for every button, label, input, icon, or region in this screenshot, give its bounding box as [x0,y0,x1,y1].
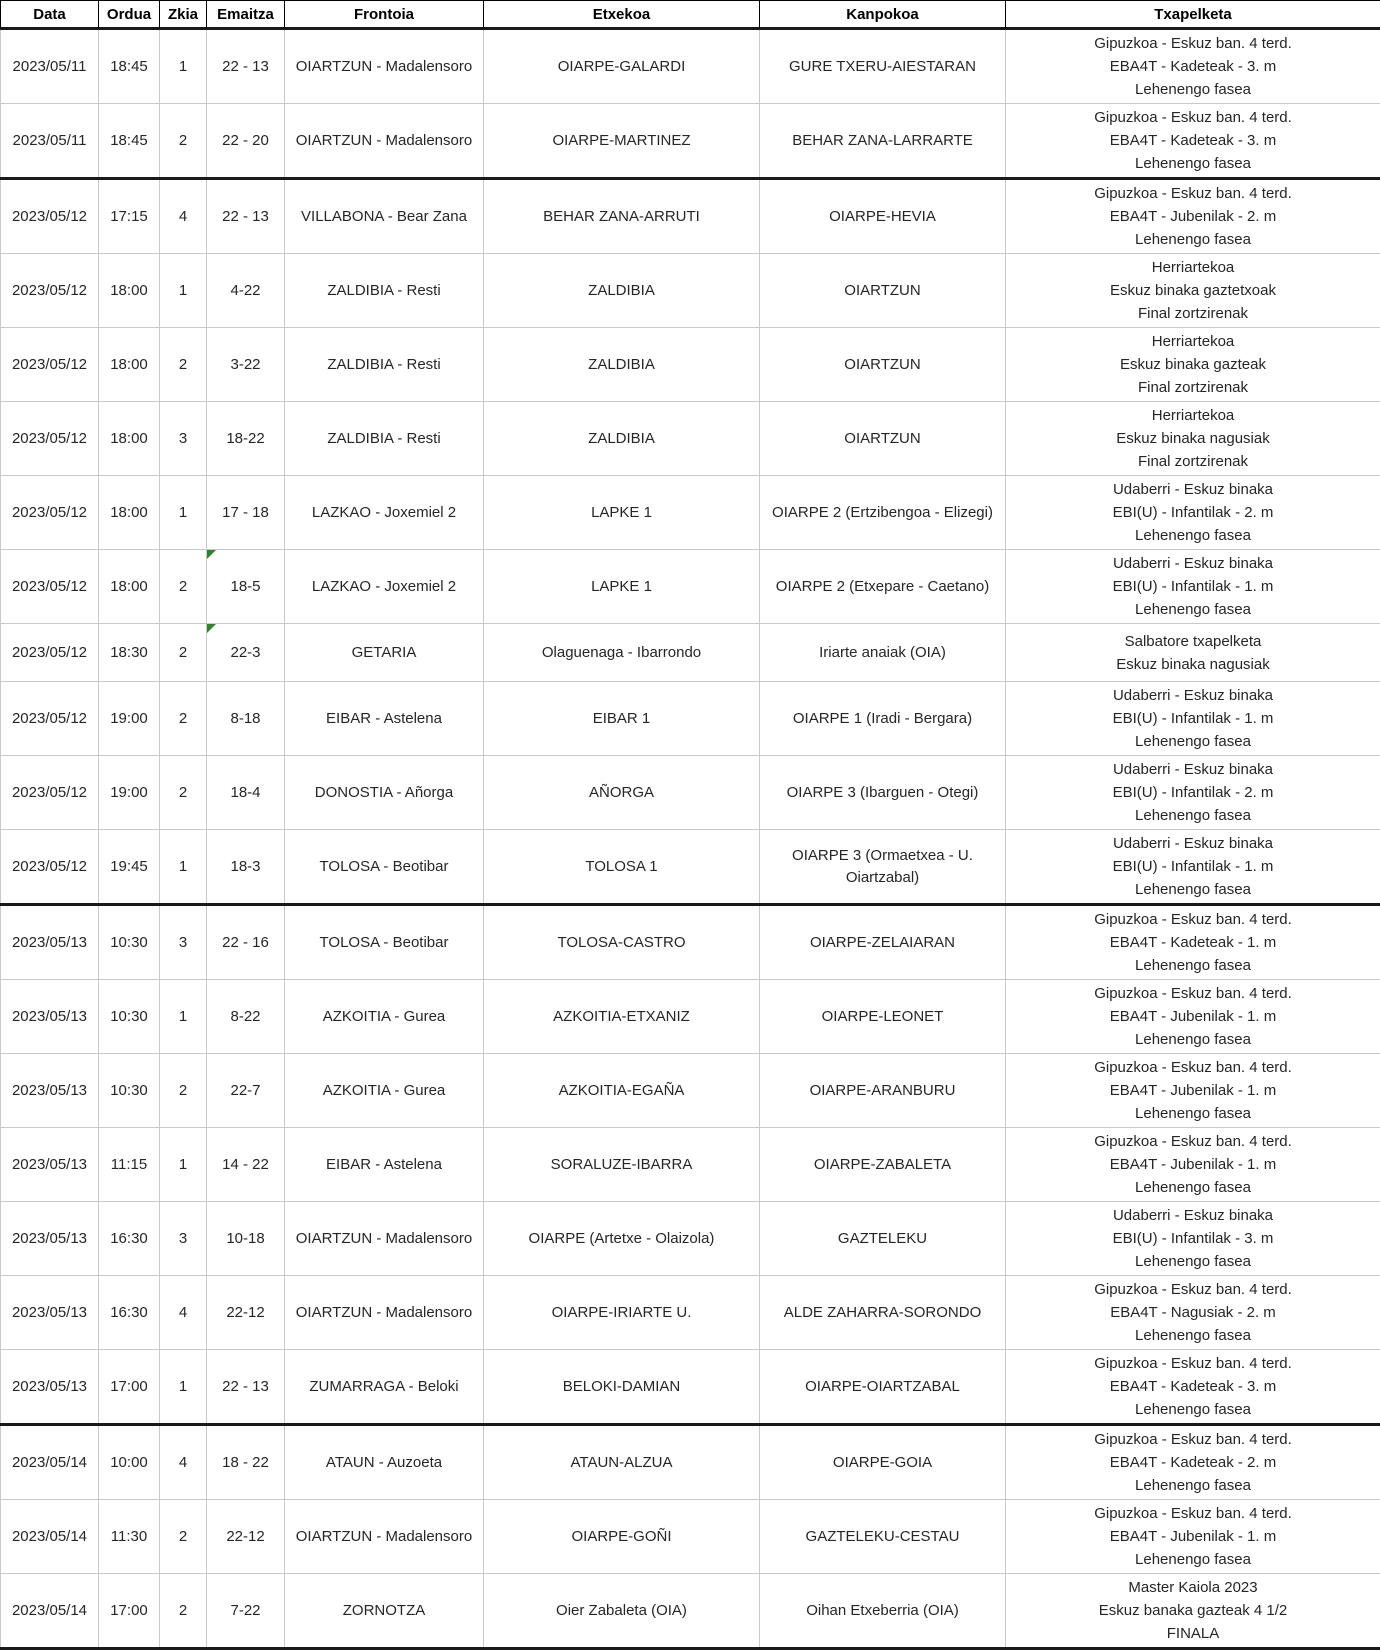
cell-txapelketa[interactable] [1006,1350,1380,1425]
column-header-kanpokoa[interactable]: Kanpokoa [760,1,1006,29]
cell-frontoia[interactable]: ZORNOTZA [285,1574,484,1649]
cell-etxekoa[interactable]: AÑORGA [484,756,760,830]
header-row [1,1,1380,29]
cell-etxekoa[interactable]: AZKOITIA-EGAÑA [484,1054,760,1128]
txapelketa-line: Udaberri - Eskuz binaka [1010,758,1376,781]
cell-txapelketa[interactable] [1006,624,1380,682]
txapelketa-line: Gipuzkoa - Eskuz ban. 4 terd. [1010,982,1376,1005]
cell-zkia[interactable]: 2 [160,328,207,402]
txapelketa-line: Lehenengo fasea [1010,1028,1376,1051]
comment-indicator-icon [207,550,216,559]
cell-frontoia[interactable]: TOLOSA - Beotibar [285,830,484,905]
cell-emaitza[interactable]: 22 - 13 [207,179,285,254]
cell-zkia[interactable]: 1 [160,980,207,1054]
cell-frontoia[interactable]: OIARTZUN - Madalensoro [285,1500,484,1574]
cell-data[interactable]: 2023/05/12 [1,179,99,254]
cell-emaitza[interactable]: 22-12 [207,1500,285,1574]
cell-txapelketa[interactable] [1006,254,1380,328]
cell-ordua[interactable]: 10:00 [99,1425,160,1500]
cell-etxekoa[interactable]: OIARPE (Artetxe - Olaizola) [484,1202,760,1276]
cell-frontoia[interactable]: EIBAR - Astelena [285,682,484,756]
column-header-zkia[interactable]: Zkia [160,1,207,29]
cell-emaitza[interactable]: 22 - 13 [207,1350,285,1425]
cell-etxekoa[interactable]: EIBAR 1 [484,682,760,756]
cell-zkia[interactable]: 2 [160,756,207,830]
cell-txapelketa[interactable] [1006,905,1380,980]
cell-frontoia[interactable]: ZALDIBIA - Resti [285,328,484,402]
cell-etxekoa[interactable]: OIARPE-IRIARTE U. [484,1276,760,1350]
txapelketa-line: Lehenengo fasea [1010,524,1376,547]
txapelketa-line: Lehenengo fasea [1010,1548,1376,1571]
cell-ordua[interactable]: 18:00 [99,476,160,550]
cell-kanpokoa[interactable]: Iriarte anaiak (OIA) [760,624,1006,682]
cell-kanpokoa[interactable]: Oihan Etxeberria (OIA) [760,1574,1006,1649]
cell-zkia[interactable]: 3 [160,402,207,476]
txapelketa-line: Final zortzirenak [1010,376,1376,399]
cell-kanpokoa[interactable]: ALDE ZAHARRA-SORONDO [760,1276,1006,1350]
txapelketa-line: EBA4T - Nagusiak - 2. m [1010,1301,1376,1324]
cell-etxekoa[interactable]: TOLOSA 1 [484,830,760,905]
txapelketa-line: Udaberri - Eskuz binaka [1010,684,1376,707]
cell-zkia[interactable]: 2 [160,682,207,756]
cell-emaitza[interactable]: 18-5 [207,550,285,624]
txapelketa-line: Eskuz binaka nagusiak [1010,653,1376,676]
table-row [1,756,1380,830]
txapelketa-line: Final zortzirenak [1010,450,1376,473]
txapelketa-line: Udaberri - Eskuz binaka [1010,552,1376,575]
cell-kanpokoa[interactable]: OIARPE 3 (Ormaetxea - U. Oiartzabal) [760,830,1006,905]
txapelketa-line: Lehenengo fasea [1010,954,1376,977]
cell-frontoia[interactable]: AZKOITIA - Gurea [285,980,484,1054]
txapelketa-line: EBA4T - Kadeteak - 3. m [1010,129,1376,152]
cell-txapelketa[interactable] [1006,550,1380,624]
cell-ordua[interactable]: 17:00 [99,1350,160,1425]
cell-data[interactable]: 2023/05/12 [1,328,99,402]
column-header-ordua[interactable]: Ordua [99,1,160,29]
cell-etxekoa[interactable]: ZALDIBIA [484,254,760,328]
cell-emaitza[interactable]: 18 - 22 [207,1425,285,1500]
cell-zkia[interactable]: 2 [160,550,207,624]
cell-ordua[interactable]: 10:30 [99,1054,160,1128]
cell-emaitza[interactable]: 18-22 [207,402,285,476]
cell-frontoia[interactable]: LAZKAO - Joxemiel 2 [285,550,484,624]
cell-frontoia[interactable]: OIARTZUN - Madalensoro [285,1276,484,1350]
txapelketa-line: EBI(U) - Infantilak - 2. m [1010,781,1376,804]
cell-ordua[interactable]: 18:30 [99,624,160,682]
cell-ordua[interactable]: 17:00 [99,1574,160,1649]
column-header-emaitza[interactable]: Emaitza [207,1,285,29]
txapelketa-line: Lehenengo fasea [1010,78,1376,101]
column-header-etxekoa[interactable]: Etxekoa [484,1,760,29]
cell-data[interactable]: 2023/05/11 [1,104,99,179]
txapelketa-line: Lehenengo fasea [1010,1474,1376,1497]
cell-kanpokoa[interactable]: GAZTELEKU [760,1202,1006,1276]
cell-etxekoa[interactable]: OIARPE-GALARDI [484,29,760,104]
cell-frontoia[interactable]: OIARTZUN - Madalensoro [285,1202,484,1276]
cell-zkia[interactable]: 2 [160,1054,207,1128]
txapelketa-line: Lehenengo fasea [1010,228,1376,251]
cell-ordua[interactable]: 18:00 [99,254,160,328]
txapelketa-line: EBA4T - Kadeteak - 1. m [1010,931,1376,954]
txapelketa-line: EBA4T - Jubenilak - 1. m [1010,1079,1376,1102]
cell-zkia[interactable]: 2 [160,104,207,179]
txapelketa-line: Lehenengo fasea [1010,598,1376,621]
txapelketa-line: Eskuz binaka gaztetxoak [1010,279,1376,302]
cell-data[interactable]: 2023/05/13 [1,1128,99,1202]
txapelketa-line: EBA4T - Jubenilak - 1. m [1010,1005,1376,1028]
cell-emaitza[interactable]: 10-18 [207,1202,285,1276]
cell-ordua[interactable]: 11:15 [99,1128,160,1202]
cell-etxekoa[interactable]: ZALDIBIA [484,328,760,402]
txapelketa-line: Lehenengo fasea [1010,152,1376,175]
txapelketa-line: Lehenengo fasea [1010,1324,1376,1347]
cell-emaitza[interactable]: 14 - 22 [207,1128,285,1202]
cell-emaitza[interactable]: 17 - 18 [207,476,285,550]
comment-indicator-icon [207,624,216,633]
table-row [1,1350,1380,1425]
table-row [1,1500,1380,1574]
cell-zkia[interactable]: 2 [160,1574,207,1649]
cell-frontoia[interactable]: ZUMARRAGA - Beloki [285,1350,484,1425]
cell-emaitza[interactable]: 22 - 20 [207,104,285,179]
cell-zkia[interactable]: 1 [160,254,207,328]
txapelketa-line: Lehenengo fasea [1010,1176,1376,1199]
cell-ordua[interactable]: 11:30 [99,1500,160,1574]
txapelketa-line: Udaberri - Eskuz binaka [1010,832,1376,855]
table-row [1,1425,1380,1500]
cell-kanpokoa[interactable]: OIARTZUN [760,328,1006,402]
cell-ordua[interactable]: 18:00 [99,402,160,476]
table-row [1,104,1380,179]
cell-frontoia[interactable]: TOLOSA - Beotibar [285,905,484,980]
txapelketa-line: EBA4T - Kadeteak - 3. m [1010,1375,1376,1398]
cell-ordua[interactable]: 10:30 [99,980,160,1054]
cell-data[interactable]: 2023/05/12 [1,550,99,624]
cell-frontoia[interactable]: EIBAR - Astelena [285,1128,484,1202]
cell-zkia[interactable]: 4 [160,179,207,254]
txapelketa-line: EBA4T - Kadeteak - 3. m [1010,55,1376,78]
cell-etxekoa[interactable]: OIARPE-GOÑI [484,1500,760,1574]
cell-etxekoa[interactable]: BEHAR ZANA-ARRUTI [484,179,760,254]
txapelketa-line: Lehenengo fasea [1010,730,1376,753]
cell-txapelketa[interactable] [1006,328,1380,402]
txapelketa-line: Salbatore txapelketa [1010,630,1376,653]
cell-ordua[interactable]: 18:45 [99,104,160,179]
cell-etxekoa[interactable]: BELOKI-DAMIAN [484,1350,760,1425]
cell-emaitza[interactable]: 18-4 [207,756,285,830]
column-header-txapelketa[interactable]: Txapelketa [1006,1,1380,29]
txapelketa-line: Lehenengo fasea [1010,804,1376,827]
table-row [1,1054,1380,1128]
cell-frontoia[interactable]: GETARIA [285,624,484,682]
txapelketa-line: Herriartekoa [1010,330,1376,353]
cell-txapelketa[interactable] [1006,756,1380,830]
cell-etxekoa[interactable]: SORALUZE-IBARRA [484,1128,760,1202]
cell-txapelketa[interactable] [1006,682,1380,756]
table-row [1,254,1380,328]
table-row [1,980,1380,1054]
cell-txapelketa[interactable] [1006,980,1380,1054]
txapelketa-line: Herriartekoa [1010,256,1376,279]
table-row [1,402,1380,476]
column-header-frontoia[interactable]: Frontoia [285,1,484,29]
txapelketa-line: Eskuz binaka nagusiak [1010,427,1376,450]
cell-ordua[interactable]: 10:30 [99,905,160,980]
table-row [1,830,1380,905]
cell-frontoia[interactable]: OIARTZUN - Madalensoro [285,29,484,104]
cell-emaitza[interactable]: 22-7 [207,1054,285,1128]
cell-data[interactable]: 2023/05/13 [1,980,99,1054]
txapelketa-line: Lehenengo fasea [1010,1102,1376,1125]
txapelketa-line: Gipuzkoa - Eskuz ban. 4 terd. [1010,106,1376,129]
cell-data[interactable]: 2023/05/12 [1,402,99,476]
cell-txapelketa[interactable] [1006,830,1380,905]
cell-etxekoa[interactable]: Oier Zabaleta (OIA) [484,1574,760,1649]
cell-kanpokoa[interactable]: OIARPE 2 (Ertzibengoa - Elizegi) [760,476,1006,550]
cell-txapelketa[interactable] [1006,179,1380,254]
txapelketa-line: Gipuzkoa - Eskuz ban. 4 terd. [1010,1352,1376,1375]
cell-kanpokoa[interactable]: BEHAR ZANA-LARRARTE [760,104,1006,179]
cell-emaitza[interactable]: 22 - 13 [207,29,285,104]
cell-data[interactable]: 2023/05/12 [1,624,99,682]
txapelketa-line: Gipuzkoa - Eskuz ban. 4 terd. [1010,1428,1376,1451]
cell-ordua[interactable]: 18:00 [99,328,160,402]
txapelketa-line: Eskuz binaka gazteak [1010,353,1376,376]
txapelketa-line: Gipuzkoa - Eskuz ban. 4 terd. [1010,1502,1376,1525]
txapelketa-line: Gipuzkoa - Eskuz ban. 4 terd. [1010,1056,1376,1079]
cell-txapelketa[interactable] [1006,1276,1380,1350]
txapelketa-line: Lehenengo fasea [1010,1250,1376,1273]
cell-kanpokoa[interactable]: OIARPE-HEVIA [760,179,1006,254]
cell-etxekoa[interactable]: TOLOSA-CASTRO [484,905,760,980]
cell-emaitza[interactable]: 8-22 [207,980,285,1054]
cell-emaitza[interactable]: 22-12 [207,1276,285,1350]
table-row [1,624,1380,682]
cell-frontoia[interactable]: VILLABONA - Bear Zana [285,179,484,254]
txapelketa-line: EBA4T - Jubenilak - 1. m [1010,1525,1376,1548]
cell-ordua[interactable]: 18:45 [99,29,160,104]
cell-kanpokoa[interactable]: OIARPE-GOIA [760,1425,1006,1500]
cell-emaitza[interactable]: 18-3 [207,830,285,905]
cell-ordua[interactable]: 19:00 [99,682,160,756]
cell-zkia[interactable]: 4 [160,1425,207,1500]
table-row [1,179,1380,254]
cell-txapelketa[interactable] [1006,476,1380,550]
cell-zkia[interactable]: 1 [160,476,207,550]
txapelketa-line: EBA4T - Jubenilak - 2. m [1010,205,1376,228]
cell-etxekoa[interactable]: AZKOITIA-ETXANIZ [484,980,760,1054]
txapelketa-line: EBI(U) - Infantilak - 2. m [1010,501,1376,524]
table-body [1,29,1380,1649]
cell-txapelketa[interactable] [1006,1500,1380,1574]
cell-etxekoa[interactable]: LAPKE 1 [484,476,760,550]
table-row [1,476,1380,550]
cell-kanpokoa[interactable]: OIARPE-ZABALETA [760,1128,1006,1202]
txapelketa-line: EBI(U) - Infantilak - 3. m [1010,1227,1376,1250]
txapelketa-line: Master Kaiola 2023 [1010,1576,1376,1599]
cell-frontoia[interactable]: DONOSTIA - Añorga [285,756,484,830]
cell-kanpokoa[interactable]: OIARPE-ZELAIARAN [760,905,1006,980]
cell-frontoia[interactable]: OIARTZUN - Madalensoro [285,104,484,179]
cell-emaitza[interactable]: 8-18 [207,682,285,756]
cell-kanpokoa[interactable]: OIARTZUN [760,402,1006,476]
cell-txapelketa[interactable] [1006,1054,1380,1128]
txapelketa-line: EBI(U) - Infantilak - 1. m [1010,575,1376,598]
column-header-data[interactable]: Data [1,1,99,29]
cell-etxekoa[interactable]: LAPKE 1 [484,550,760,624]
cell-data[interactable]: 2023/05/12 [1,756,99,830]
cell-data[interactable]: 2023/05/13 [1,1350,99,1425]
txapelketa-line: Gipuzkoa - Eskuz ban. 4 terd. [1010,1130,1376,1153]
cell-txapelketa[interactable] [1006,1425,1380,1500]
cell-emaitza[interactable]: 22 - 16 [207,905,285,980]
txapelketa-line: EBI(U) - Infantilak - 1. m [1010,707,1376,730]
table-row [1,1128,1380,1202]
cell-kanpokoa[interactable]: OIARPE-ARANBURU [760,1054,1006,1128]
cell-emaitza[interactable]: 22-3 [207,624,285,682]
cell-kanpokoa[interactable]: OIARPE 3 (Ibarguen - Otegi) [760,756,1006,830]
cell-data[interactable]: 2023/05/14 [1,1574,99,1649]
txapelketa-line: EBA4T - Kadeteak - 2. m [1010,1451,1376,1474]
cell-emaitza[interactable]: 4-22 [207,254,285,328]
cell-etxekoa[interactable]: OIARPE-MARTINEZ [484,104,760,179]
cell-data[interactable]: 2023/05/12 [1,682,99,756]
table-row [1,905,1380,980]
txapelketa-line: EBA4T - Jubenilak - 1. m [1010,1153,1376,1176]
cell-zkia[interactable]: 1 [160,1350,207,1425]
cell-txapelketa[interactable] [1006,29,1380,104]
table-row [1,1276,1380,1350]
cell-data[interactable]: 2023/05/13 [1,1054,99,1128]
cell-zkia[interactable]: 1 [160,830,207,905]
cell-ordua[interactable]: 19:45 [99,830,160,905]
txapelketa-line: FINALA [1010,1622,1376,1645]
txapelketa-line: Lehenengo fasea [1010,1398,1376,1421]
cell-ordua[interactable]: 17:15 [99,179,160,254]
cell-data[interactable]: 2023/05/13 [1,1202,99,1276]
cell-txapelketa[interactable] [1006,402,1380,476]
cell-txapelketa[interactable] [1006,1202,1380,1276]
table-row [1,328,1380,402]
cell-etxekoa[interactable]: ZALDIBIA [484,402,760,476]
cell-etxekoa[interactable]: ATAUN-ALZUA [484,1425,760,1500]
txapelketa-line: Herriartekoa [1010,404,1376,427]
cell-frontoia[interactable]: ATAUN - Auzoeta [285,1425,484,1500]
cell-frontoia[interactable]: ZALDIBIA - Resti [285,402,484,476]
cell-txapelketa[interactable] [1006,1574,1380,1649]
cell-zkia[interactable]: 3 [160,905,207,980]
cell-zkia[interactable]: 3 [160,1202,207,1276]
cell-frontoia[interactable]: ZALDIBIA - Resti [285,254,484,328]
cell-ordua[interactable]: 19:00 [99,756,160,830]
cell-etxekoa[interactable]: Olaguenaga - Ibarrondo [484,624,760,682]
cell-txapelketa[interactable] [1006,1128,1380,1202]
cell-ordua[interactable]: 16:30 [99,1276,160,1350]
cell-zkia[interactable]: 4 [160,1276,207,1350]
cell-emaitza[interactable]: 3-22 [207,328,285,402]
cell-kanpokoa[interactable]: OIARPE 2 (Etxepare - Caetano) [760,550,1006,624]
cell-zkia[interactable]: 1 [160,29,207,104]
table-row [1,682,1380,756]
txapelketa-line: Gipuzkoa - Eskuz ban. 4 terd. [1010,182,1376,205]
txapelketa-line: Gipuzkoa - Eskuz ban. 4 terd. [1010,1278,1376,1301]
cell-data[interactable]: 2023/05/14 [1,1500,99,1574]
txapelketa-line: Gipuzkoa - Eskuz ban. 4 terd. [1010,32,1376,55]
cell-frontoia[interactable]: LAZKAO - Joxemiel 2 [285,476,484,550]
cell-ordua[interactable]: 18:00 [99,550,160,624]
txapelketa-line: Eskuz banaka gazteak 4 1/2 [1010,1599,1376,1622]
table-row [1,1574,1380,1649]
txapelketa-line: Final zortzirenak [1010,302,1376,325]
txapelketa-line: Lehenengo fasea [1010,878,1376,901]
cell-kanpokoa[interactable]: OIARPE-LEONET [760,980,1006,1054]
cell-emaitza[interactable]: 7-22 [207,1574,285,1649]
cell-kanpokoa[interactable]: OIARPE-OIARTZABAL [760,1350,1006,1425]
cell-data[interactable]: 2023/05/11 [1,29,99,104]
table-row [1,29,1380,104]
cell-data[interactable]: 2023/05/14 [1,1425,99,1500]
table-row [1,1202,1380,1276]
cell-ordua[interactable]: 16:30 [99,1202,160,1276]
cell-data[interactable]: 2023/05/12 [1,254,99,328]
txapelketa-line: Udaberri - Eskuz binaka [1010,478,1376,501]
cell-zkia[interactable]: 2 [160,624,207,682]
cell-zkia[interactable]: 2 [160,1500,207,1574]
txapelketa-line: Gipuzkoa - Eskuz ban. 4 terd. [1010,908,1376,931]
cell-txapelketa[interactable] [1006,104,1380,179]
cell-data[interactable]: 2023/05/12 [1,830,99,905]
txapelketa-line: EBI(U) - Infantilak - 1. m [1010,855,1376,878]
cell-kanpokoa[interactable]: OIARTZUN [760,254,1006,328]
txapelketa-line: Udaberri - Eskuz binaka [1010,1204,1376,1227]
cell-kanpokoa[interactable]: GURE TXERU-AIESTARAN [760,29,1006,104]
cell-data[interactable]: 2023/05/13 [1,1276,99,1350]
cell-frontoia[interactable]: AZKOITIA - Gurea [285,1054,484,1128]
cell-data[interactable]: 2023/05/12 [1,476,99,550]
cell-kanpokoa[interactable]: OIARPE 1 (Iradi - Bergara) [760,682,1006,756]
cell-data[interactable]: 2023/05/13 [1,905,99,980]
cell-kanpokoa[interactable]: GAZTELEKU-CESTAU [760,1500,1006,1574]
table-row [1,550,1380,624]
cell-zkia[interactable]: 1 [160,1128,207,1202]
